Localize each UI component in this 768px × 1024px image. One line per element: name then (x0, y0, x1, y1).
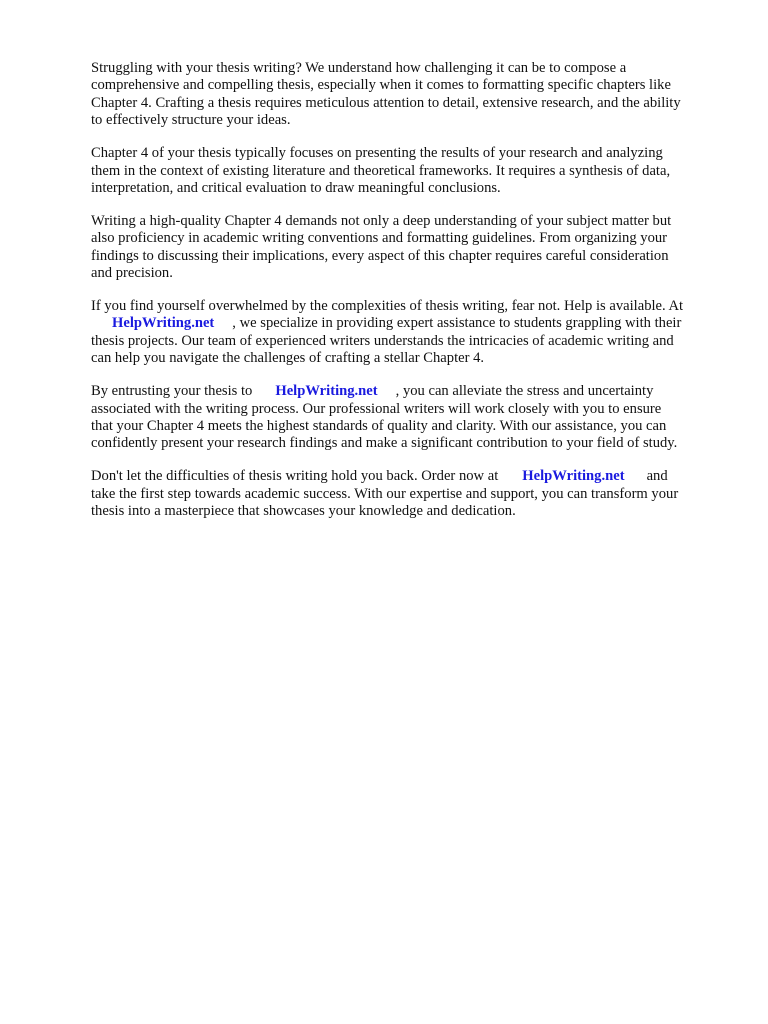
text-line: that your Chapter 4 meets the highest standards of quality and clarity. With our assistance, you can (91, 417, 667, 434)
paragraph-3 (91, 213, 731, 283)
text-line: them in the context of existing literature and theoretical frameworks. It requires a synthesis of data, (91, 162, 671, 179)
text-line (91, 383, 731, 400)
text-fragment: and (646, 468, 668, 485)
paragraph-2 (91, 145, 731, 197)
text-line: thesis projects. Our team of experienced writers understands the intricacies of academic writing and (91, 332, 674, 349)
text-line: interpretation, and critical evaluation to draw meaningful conclusions. (91, 179, 501, 196)
text-fragment: , you can alleviate the stress and uncertainty (395, 383, 654, 400)
helpwriting-link[interactable]: HelpWriting.net (522, 468, 625, 485)
paragraph-4 (91, 298, 731, 368)
text-line: can help you navigate the challenges of crafting a stellar Chapter 4. (91, 350, 485, 367)
text-line: and precision. (91, 265, 173, 282)
text-line: Writing a high-quality Chapter 4 demands not only a deep understanding of your subject matter but (91, 212, 672, 229)
text-line: Struggling with your thesis writing? We understand how challenging it can be to compose a (91, 60, 627, 76)
text-line: If you find yourself overwhelmed by the complexities of thesis writing, fear not. Help is available. At (91, 297, 684, 314)
helpwriting-link[interactable]: HelpWriting.net (112, 315, 215, 332)
text-fragment: By entrusting your thesis to (91, 383, 253, 400)
paragraph-6 (91, 468, 731, 520)
text-fragment: Don't let the difficulties of thesis writing hold you back. Order now at (91, 468, 499, 485)
document-body (91, 60, 731, 536)
text-line: to effectively structure your ideas. (91, 112, 291, 129)
text-line: findings to discussing their implications, every aspect of this chapter requires careful consideration (91, 247, 669, 264)
text-line (91, 468, 731, 485)
text-line: thesis into a masterpiece that showcases your knowledge and dedication. (91, 503, 516, 520)
text-line: also proficiency in academic writing conventions and formatting guidelines. From organizing your (91, 230, 668, 247)
helpwriting-link[interactable]: HelpWriting.net (275, 383, 378, 400)
text-line: take the first step towards academic success. With our expertise and support, you can transform your (91, 485, 679, 502)
text-line: Chapter 4. Crafting a thesis requires meticulous attention to detail, extensive research, and the ability (91, 94, 681, 111)
text-fragment: , we specialize in providing expert assistance to students grappling with their (232, 315, 682, 332)
paragraph-1 (91, 60, 731, 130)
text-line: associated with the writing process. Our professional writers will work closely with you to ensure (91, 400, 662, 417)
text-line (91, 315, 731, 332)
paragraph-5 (91, 383, 731, 453)
text-line: Chapter 4 of your thesis typically focuses on presenting the results of your research and analyzing (91, 145, 663, 162)
text-line: comprehensive and compelling thesis, especially when it comes to formatting specific chapters like (91, 77, 671, 94)
text-line: confidently present your research findings and make a significant contribution to your field of study. (91, 435, 678, 452)
